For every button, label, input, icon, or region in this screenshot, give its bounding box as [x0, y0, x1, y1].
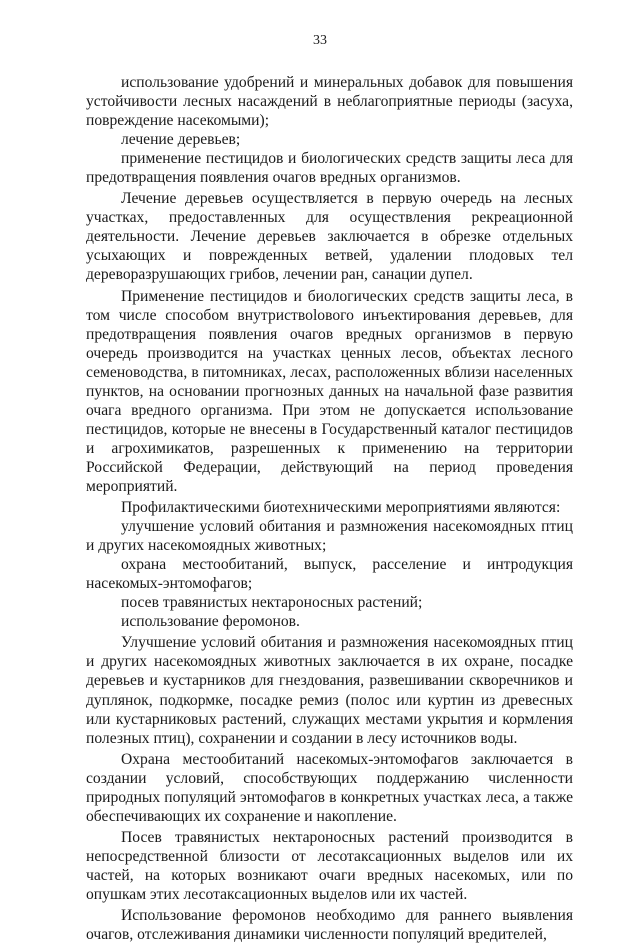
paragraph-nectar-plants: Посев травянистых нектароносных растений производится в непосредственной близости от лесотаксационных выделов или их частей, на которых возникают очаги вредных насекомых, или по опушкам этих лесотаксационных выделов или их частей. — [86, 828, 573, 903]
body-text — [86, 73, 573, 944]
paragraph-bird-habitat-item: улучшение условий обитания и размножения насекомоядных птиц и других насекомоядных животных; — [86, 518, 573, 555]
paragraph-entomophage-protection: Охрана местообитаний насекомых-энтомофагов заключается в создании условий, способствующих поддержанию численности природных популяций энтомофагов в конкретных участках леса, а также обеспечивающих их сохранение и накопление. — [86, 750, 573, 825]
paragraph-nectar-plants-item: посев травянистых нектароносных растений; — [121, 594, 423, 612]
page-number: 33 — [313, 33, 327, 48]
paragraph-pesticide-application: Применение пестицидов и биологических средств защиты леса, в том числе способом внутриствolового инъектирования деревьев, для предотвращения появления очагов вредных организмов в первую очередь производится на участках ценных лесов, объектах лесного семеноводства, в питомниках, лесах, расположенных вблизи населенных пунктов, на основании прогнозных данных на начальной фазе развития очага вредного организма. При этом не допускается использование пестицидов, которые не внесены в Государственный каталог пестицидов и агрохимикатов, разрешенных к применению на территории Российской Федерации, действующий на период проведения мероприятий. — [86, 287, 573, 495]
paragraph-pheromones-item: использование феромонов. — [121, 613, 300, 631]
paragraph-tree-treatment: Лечение деревьев осуществляется в первую очередь на лесных участках, предоставленных для осуществления рекреационной деятельности. Лечение деревьев заключается в обрезке отдельных усыхающих и поврежденных ветвей, удалении плодовых тел дереворазрушающих грибов, лечении ран, санации дупел. — [86, 190, 573, 284]
paragraph-tree-treatment-item: лечение деревьев; — [121, 131, 241, 149]
paragraph-pesticides-item: применение пестицидов и биологических средств защиты леса для предотвращения появления очагов вредных организмов. — [86, 150, 573, 187]
paragraph-bird-habitat: Улучшение условий обитания и размножения насекомоядных птиц и других насекомоядных животных заключается в их охране, посадке деревьев и кустарников для гнездования, развешивании скворечников и дуплянок, подкормке, посадке ремиз (полос или куртин из древесных или кустарниковых растений, служащих местами укрытия и кормления полезных птиц), сохранении и создании в лесу источников воды. — [86, 634, 573, 747]
paragraph-fertilizers: использование удобрений и минеральных добавок для повышения устойчивости лесных насаждений в неблагоприятные периоды (засуха, повреждение насекомыми); — [86, 74, 573, 130]
paragraph-biotechnical-measures: Профилактическими биотехническими мероприятиями являются: — [121, 499, 561, 517]
paragraph-pheromones: Использование феромонов необходимо для раннего выявления очагов, отслеживания динамики численности популяций вредителей, — [86, 907, 573, 944]
paragraph-entomophage-item: охрана местообитаний, выпуск, расселение и интродукция насекомых-энтомофагов; — [86, 556, 573, 593]
